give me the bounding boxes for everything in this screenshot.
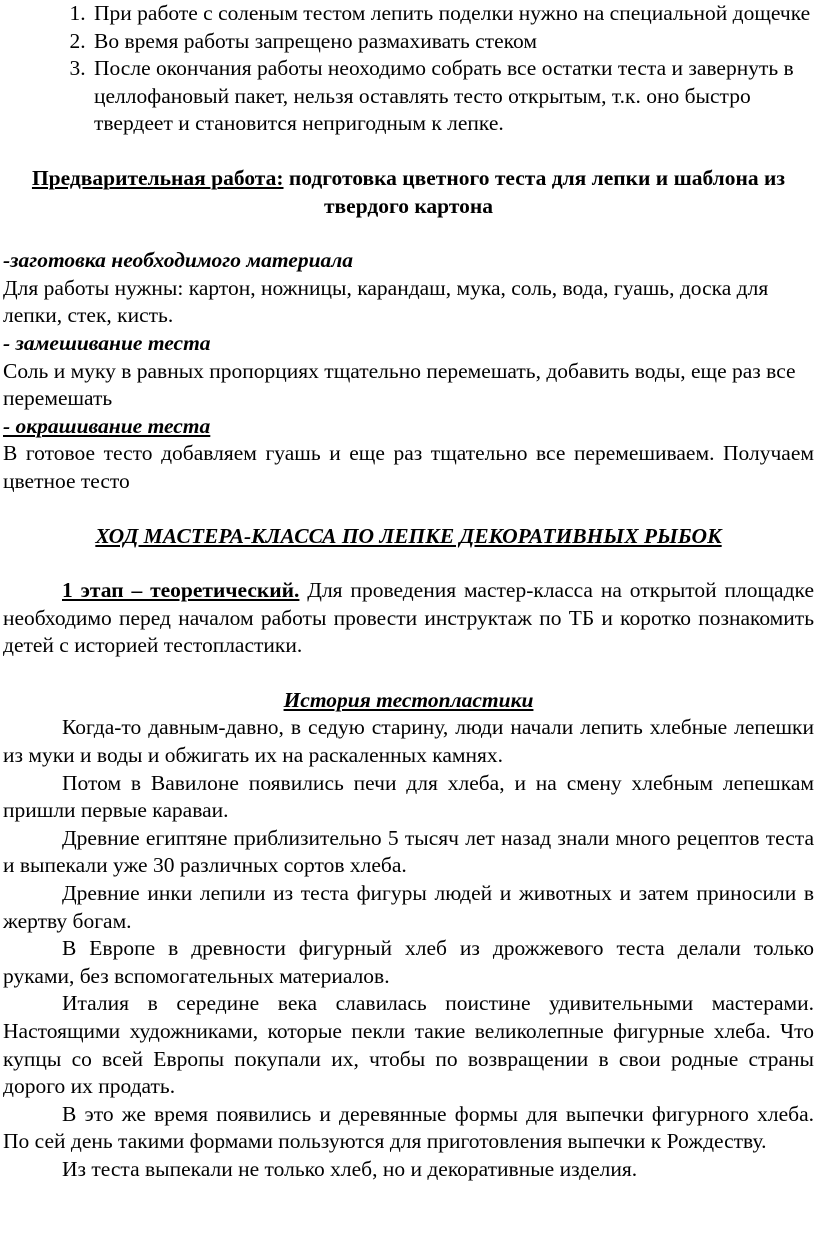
list-item: 1. При работе с соленым тестом лепить поделки нужно на специальной дощечке: [91, 0, 814, 28]
prep-heading-rest: подготовка цветного теста для лепки и шаблона из твердого картона: [283, 165, 786, 218]
material-text: Для работы нужны: картон, ножницы, карандаш, мука, соль, вода, гуашь, доска для лепки, стек, кисть.: [3, 275, 769, 328]
stage1-paragraph: [3, 577, 814, 660]
prep-heading: [3, 165, 814, 220]
stage1-label: 1 этап – теоретический.: [62, 578, 300, 603]
list-item: 2. Во время работы запрещено размахивать стеком: [91, 28, 814, 56]
coloring-heading: - окрашивание теста: [3, 413, 211, 438]
history-paragraph: В это же время появились и деревянные формы для выпечки фигурного хлеба. По сей день такими формами пользуются для приготовления выпечки к Рождеству.: [3, 1101, 814, 1154]
history-paragraph: Италия в середине века славилась поистине удивительными мастерами. Настоящими художниками, которые пекли такие великолепные фигурные хлеба. Что купцы со всей Европы покупали их, чтобы по возвращении в свои родные страны дорого их продать.: [3, 991, 814, 1099]
history-heading: История тестопластики: [283, 687, 534, 712]
history-paragraph: Когда-то давным-давно, в седую старину, люди начали лепить хлебные лепешки из муки и воды и обжигать их на раскаленных камнях.: [3, 715, 814, 768]
history-paragraph: В Европе в древности фигурный хлеб из дрожжевого теста делали только руками, без вспомогательных материалов.: [3, 936, 814, 988]
prep-heading-underlined: Предварительная работа:: [31, 165, 284, 190]
history-paragraph: Древние инки лепили из теста фигуры людей и животных и затем приносили в жертву богам.: [3, 881, 814, 933]
history-paragraph: Потом в Вавилоне появились печи для хлеба, и на смену хлебным лепешкам пришли первые караваи.: [3, 770, 814, 823]
mixing-heading: - замешивание теста: [3, 330, 211, 355]
mixing-text: Соль и муку в равных пропорциях тщательно перемешать, добавить воды, еще раз все перемешать: [3, 358, 796, 411]
safety-rules-list: [3, 0, 814, 138]
list-item: 3. После окончания работы неоходимо собрать все остатки теста и завернуть в целлофановый пакет, нельзя оставлять тесто открытым, т.к. оно быстро твердеет и становится непригодным к лепке.: [91, 55, 814, 138]
history-paragraph: Древние египтяне приблизительно 5 тысяч лет назад знали много рецептов теста и выпекали уже 30 различных сортов хлеба.: [3, 825, 814, 878]
stage1-text: Для проведения мастер-класса на открытой площадке необходимо перед началом работы провести инструктаж по ТБ и коротко познакомить детей с историей тестопластики.: [3, 578, 814, 658]
material-heading: -заготовка необходимого материала: [3, 248, 354, 273]
master-class-heading: ХОД МАСТЕРА-КЛАССА ПО ЛЕПКЕ ДЕКОРАТИВНЫХ РЫБОК: [95, 523, 722, 548]
history-paragraph: Из теста выпекали не только хлеб, но и декоративные изделия.: [62, 1156, 638, 1181]
coloring-text: В готовое тесто добавляем гуашь и еще раз тщательно все перемешиваем. Получаем цветное тесто: [3, 441, 814, 493]
